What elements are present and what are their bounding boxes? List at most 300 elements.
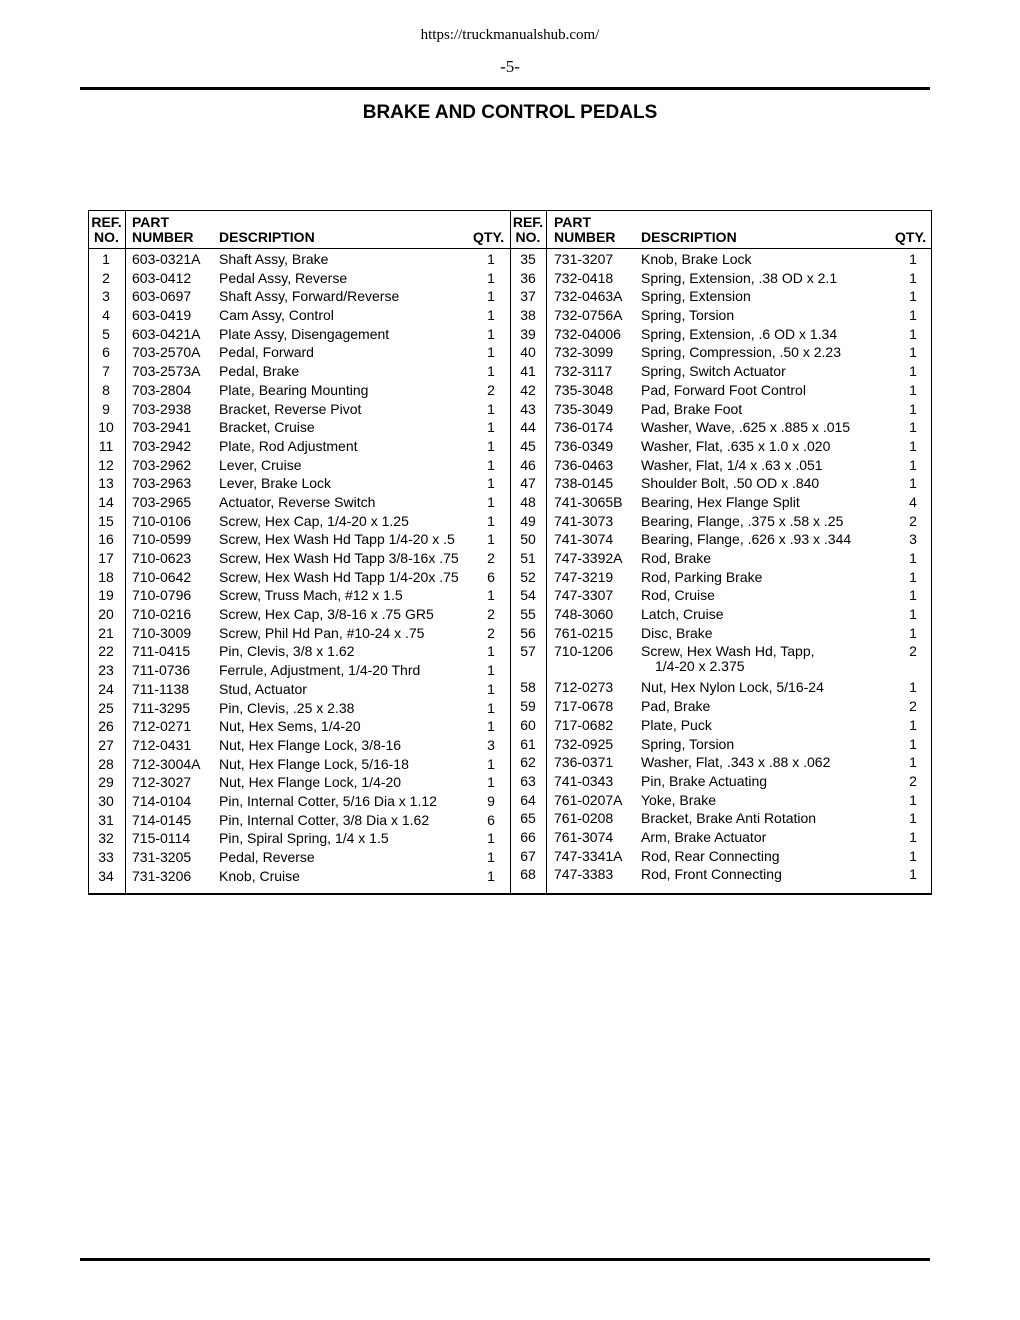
- part-description: Rod, Parking Brake: [641, 568, 763, 585]
- part-number: 714-0145: [132, 811, 192, 828]
- part-number: 712-0271: [132, 718, 192, 735]
- part-description: Rod, Front Connecting: [641, 866, 782, 883]
- part-number: 603-0412: [132, 269, 192, 286]
- ref-number: 56: [520, 624, 536, 641]
- quantity: 1: [909, 847, 917, 864]
- ref-number: 20: [98, 606, 114, 623]
- part-number: 731-3206: [132, 867, 192, 884]
- part-description: Plate, Puck: [641, 716, 712, 733]
- quantity: 1: [909, 325, 917, 342]
- part-description: Pin, Clevis, 3/8 x 1.62: [219, 643, 355, 660]
- table-row: [88, 792, 510, 811]
- ref-number: 33: [98, 849, 114, 865]
- part-description: Pedal, Reverse: [219, 849, 315, 865]
- part-description: Bracket, Reverse Pivot: [219, 400, 362, 417]
- quantity: 1: [487, 363, 495, 380]
- part-number: 711-0736: [132, 662, 191, 679]
- table-row: [510, 549, 932, 568]
- part-description: Pin, Internal Cotter, 3/8 Dia x 1.62: [219, 811, 430, 828]
- quantity: 1: [487, 456, 495, 473]
- quantity: 2: [487, 381, 495, 398]
- ref-number: 12: [98, 456, 114, 473]
- part-number: 732-0463A: [554, 288, 623, 305]
- part-number: 603-0419: [132, 307, 192, 324]
- ref-number: 39: [520, 325, 536, 342]
- part-number: 747-3341A: [554, 847, 623, 864]
- table-row: [88, 530, 510, 549]
- table-row: [88, 549, 510, 568]
- part-description: Bracket, Cruise: [219, 419, 315, 436]
- ref-number: 6: [102, 344, 110, 361]
- ref-number: 16: [98, 531, 114, 548]
- part-number: 711-3295: [132, 699, 191, 716]
- part-number: 703-2573A: [132, 363, 201, 380]
- ref-number: 11: [98, 437, 114, 454]
- quantity: 1: [909, 269, 917, 286]
- quantity: 1: [487, 344, 495, 361]
- table-row: [88, 736, 510, 755]
- ref-number: 61: [520, 735, 536, 752]
- header-part-number: PART NUMBER: [132, 214, 194, 245]
- part-number: 736-0371: [554, 754, 614, 771]
- quantity: 1: [909, 735, 917, 752]
- part-number: 736-0463: [554, 456, 614, 473]
- ref-number: 40: [520, 344, 536, 361]
- part-description: Lever, Brake Lock: [219, 475, 332, 492]
- table-row: [88, 456, 510, 475]
- ref-number: 28: [98, 755, 114, 772]
- part-number: 761-0207A: [554, 791, 623, 808]
- part-description: Screw, Hex Wash Hd Tapp 3/8-16x .75: [219, 550, 459, 566]
- part-number: 710-0216: [132, 606, 192, 623]
- part-number: 712-0431: [132, 736, 192, 753]
- part-number: 748-3060: [554, 606, 614, 623]
- ref-number: 55: [520, 606, 536, 623]
- ref-number: 9: [102, 400, 110, 417]
- part-description: Bearing, Flange, .626 x .93 x .344: [641, 531, 852, 548]
- table-row: [88, 362, 510, 381]
- quantity: 1: [909, 624, 917, 641]
- quantity: 1: [909, 791, 917, 808]
- table-row: [510, 586, 932, 605]
- part-description: Pin, Brake Actuating: [641, 772, 768, 789]
- quantity: 3: [487, 736, 495, 753]
- table-row: [88, 624, 510, 643]
- ref-number: 19: [98, 587, 114, 604]
- table-row: [88, 867, 510, 886]
- quantity: 2: [909, 643, 917, 660]
- quantity: 1: [487, 830, 495, 847]
- part-number: 736-0174: [554, 419, 614, 436]
- part-number: 703-2963: [132, 475, 192, 492]
- part-number: 711-1138: [132, 680, 190, 697]
- part-description: Pad, Brake Foot: [641, 400, 743, 417]
- quantity: 1: [487, 718, 495, 735]
- part-description: Spring, Extension: [641, 288, 751, 305]
- ref-number: 68: [520, 866, 536, 883]
- table-row: [88, 680, 510, 699]
- table-row: [510, 828, 932, 847]
- quantity: 1: [487, 587, 495, 604]
- quantity: 1: [909, 716, 917, 733]
- part-description: Screw, Hex Cap, 1/4-20 x 1.25: [219, 512, 409, 529]
- part-number: 738-0145: [554, 475, 614, 492]
- ref-number: 2: [102, 269, 110, 286]
- ref-number: 52: [520, 568, 536, 585]
- part-number: 603-0321A: [132, 251, 201, 267]
- part-description: Screw, Truss Mach, #12 x 1.5: [219, 587, 403, 604]
- part-number: 710-1206: [554, 643, 614, 660]
- part-description: Washer, Wave, .625 x .885 x .015: [641, 419, 851, 436]
- table-row: [88, 381, 510, 400]
- part-number: 735-3048: [554, 381, 614, 398]
- table-row: [510, 269, 932, 288]
- ref-number: 32: [98, 830, 114, 847]
- quantity: 1: [487, 251, 495, 267]
- part-description: Pin, Internal Cotter, 5/16 Dia x 1.12: [219, 792, 437, 809]
- table-row: [510, 809, 932, 828]
- quantity: 1: [909, 568, 917, 585]
- part-description: Nut, Hex Flange Lock, 3/8-16: [219, 736, 402, 753]
- table-row: [88, 717, 510, 736]
- quantity: 1: [909, 475, 917, 492]
- quantity: 1: [909, 866, 917, 883]
- table-row: [510, 306, 932, 325]
- quantity: 2: [487, 606, 495, 623]
- ref-number: 47: [520, 475, 536, 492]
- ref-number: 54: [520, 587, 536, 604]
- part-description: Plate, Rod Adjustment: [219, 437, 358, 454]
- ref-number: 60: [520, 716, 536, 733]
- ref-number: 42: [520, 381, 536, 398]
- ref-number: 18: [98, 568, 114, 585]
- table-row: [510, 287, 932, 306]
- bottom-rule: [80, 1258, 930, 1261]
- quantity: 1: [909, 251, 917, 267]
- part-description: Pin, Spiral Spring, 1/4 x 1.5: [219, 830, 389, 847]
- part-number: 732-0418: [554, 269, 614, 286]
- part-number: 710-0642: [132, 568, 192, 585]
- part-description: Knob, Cruise: [219, 867, 300, 884]
- ref-number: 29: [98, 774, 114, 791]
- part-number: 603-0697: [132, 288, 192, 305]
- quantity: 1: [909, 419, 917, 436]
- table-row: [88, 343, 510, 362]
- part-description: Pedal, Forward: [219, 344, 314, 361]
- page-title: BRAKE AND CONTROL PEDALS: [362, 102, 658, 123]
- ref-number: 51: [520, 550, 536, 566]
- part-description: Spring, Torsion: [641, 307, 735, 324]
- ref-number: 50: [520, 531, 536, 548]
- part-description: Arm, Brake Actuator: [641, 828, 767, 845]
- quantity: 4: [909, 493, 917, 510]
- ref-number: 10: [98, 419, 114, 436]
- part-number: 761-3074: [554, 828, 614, 845]
- ref-number: 64: [520, 791, 536, 808]
- part-number: 603-0421A: [132, 325, 201, 342]
- quantity: 2: [909, 698, 917, 715]
- quantity: 1: [487, 849, 495, 865]
- part-description: Screw, Hex Wash Hd Tapp 1/4-20x .75: [219, 568, 459, 585]
- ref-number: 58: [520, 679, 536, 696]
- quantity: 2: [909, 772, 917, 789]
- left-parts-list: [88, 250, 510, 885]
- table-row: [510, 791, 932, 810]
- table-row: [88, 605, 510, 624]
- quantity: 1: [487, 680, 495, 697]
- part-description: Yoke, Brake: [641, 791, 716, 808]
- quantity: 2: [487, 624, 495, 641]
- table-row: [88, 642, 510, 661]
- table-row: [510, 325, 932, 344]
- ref-number: 13: [98, 475, 114, 492]
- quantity: 1: [487, 288, 495, 305]
- ref-number: 66: [520, 828, 536, 845]
- quantity: 1: [487, 307, 495, 324]
- table-row: [510, 343, 932, 362]
- ref-number: 67: [520, 847, 536, 864]
- ref-number: 43: [520, 400, 536, 417]
- part-description: Spring, Extension, .38 OD x 2.1: [641, 269, 838, 286]
- part-description: Spring, Torsion: [641, 735, 735, 752]
- part-description: Plate Assy, Disengagement: [219, 325, 390, 342]
- part-number: 703-2570A: [132, 344, 201, 361]
- ref-number: 3: [102, 288, 110, 305]
- table-row: [88, 287, 510, 306]
- table-row: [510, 753, 932, 772]
- part-description: Knob, Brake Lock: [641, 251, 752, 267]
- ref-number: 22: [98, 643, 114, 660]
- table-row: [88, 586, 510, 605]
- part-number: 712-3004A: [132, 755, 201, 772]
- part-description: Pedal Assy, Reverse: [219, 269, 348, 286]
- ref-number: 1: [102, 251, 110, 267]
- part-number: 703-2962: [132, 456, 192, 473]
- ref-number: 27: [98, 736, 114, 753]
- quantity: 1: [487, 475, 495, 492]
- header-qty: QTY.: [895, 229, 927, 245]
- part-number: 732-04006: [554, 325, 621, 342]
- ref-number: 17: [98, 550, 114, 566]
- part-description: Washer, Flat, .343 x .88 x .062: [641, 754, 831, 771]
- part-number: 747-3307: [554, 587, 614, 604]
- table-row: [88, 811, 510, 830]
- quantity: 1: [909, 288, 917, 305]
- part-description: Spring, Switch Actuator: [641, 363, 786, 380]
- part-description: Screw, Hex Wash Hd, Tapp,: [641, 643, 815, 660]
- part-description-continued: 1/4-20 x 2.375: [655, 658, 745, 675]
- part-description: Ferrule, Adjustment, 1/4-20 Thrd: [219, 662, 421, 679]
- part-number: 703-2804: [132, 381, 192, 398]
- part-number: 714-0104: [132, 792, 192, 809]
- quantity: 1: [909, 456, 917, 473]
- quantity: 2: [909, 512, 917, 529]
- table-row: [88, 493, 510, 512]
- quantity: 1: [909, 606, 917, 623]
- ref-number: 26: [98, 718, 114, 735]
- part-number: 711-0415: [132, 643, 191, 660]
- part-number: 741-3065B: [554, 493, 623, 510]
- ref-number: 8: [102, 381, 110, 398]
- source-url[interactable]: https://truckmanualshub.com/: [420, 27, 600, 43]
- quantity: 1: [909, 754, 917, 771]
- table-row: [510, 418, 932, 437]
- table-row: [510, 624, 932, 643]
- quantity: 1: [909, 679, 917, 696]
- part-description: Pedal, Brake: [219, 363, 300, 380]
- part-description: Screw, Hex Wash Hd Tapp 1/4-20 x .5: [219, 531, 455, 548]
- part-description: Screw, Phil Hd Pan, #10-24 x .75: [219, 624, 425, 641]
- ref-number: 48: [520, 493, 536, 510]
- part-description: Pad, Forward Foot Control: [641, 381, 806, 398]
- table-row: [88, 400, 510, 419]
- part-number: 735-3049: [554, 400, 614, 417]
- ref-number: 37: [520, 288, 536, 305]
- quantity: 1: [487, 699, 495, 716]
- quantity: 1: [909, 810, 917, 827]
- ref-number: 36: [520, 269, 536, 286]
- quantity: 1: [487, 867, 495, 884]
- quantity: 1: [487, 755, 495, 772]
- header-description: DESCRIPTION: [219, 229, 315, 245]
- part-number: 741-3074: [554, 531, 614, 548]
- part-number: 731-3205: [132, 849, 192, 865]
- table-row: [88, 568, 510, 587]
- table-row: [510, 772, 932, 791]
- header-qty: QTY.: [473, 229, 505, 245]
- quantity: 1: [487, 643, 495, 660]
- ref-number: 35: [520, 251, 536, 267]
- table-row: [510, 362, 932, 381]
- part-description: Lever, Cruise: [219, 456, 302, 473]
- quantity: 1: [909, 437, 917, 454]
- part-description: Washer, Flat, .635 x 1.0 x .020: [641, 437, 831, 454]
- part-description: Actuator, Reverse Switch: [219, 493, 376, 510]
- quantity: 1: [487, 269, 495, 286]
- part-number: 747-3392A: [554, 550, 623, 566]
- table-row: [88, 773, 510, 792]
- table-row: [510, 697, 932, 716]
- part-description: Bearing, Flange, .375 x .58 x .25: [641, 512, 844, 529]
- ref-number: 65: [520, 810, 536, 827]
- right-parts-list: [510, 250, 932, 884]
- table-row: [510, 605, 932, 624]
- quantity: 9: [487, 792, 495, 809]
- header-ref-no: REF. NO.: [512, 214, 544, 245]
- part-description: Nut, Hex Flange Lock, 1/4-20: [219, 774, 402, 791]
- ref-number: 59: [520, 698, 536, 715]
- table-row: [510, 250, 932, 269]
- quantity: 1: [909, 307, 917, 324]
- ref-number: 5: [102, 325, 110, 342]
- quantity: 1: [909, 828, 917, 845]
- table-row: [510, 456, 932, 475]
- quantity: 1: [909, 344, 917, 361]
- header-ref-no: REF. NO.: [91, 214, 122, 245]
- quantity: 1: [909, 400, 917, 417]
- part-description: Nut, Hex Sems, 1/4-20: [219, 718, 361, 735]
- quantity: 1: [487, 512, 495, 529]
- table-row: [510, 847, 932, 866]
- quantity: 1: [909, 550, 917, 566]
- table-row: [88, 699, 510, 718]
- table-row: [88, 661, 510, 680]
- table-row: [510, 865, 932, 884]
- quantity: 6: [487, 811, 495, 828]
- part-number: 717-0678: [554, 698, 614, 715]
- header-underline: [510, 248, 932, 249]
- quantity: 1: [487, 419, 495, 436]
- ref-number: 14: [98, 493, 114, 510]
- part-number: 732-0756A: [554, 307, 623, 324]
- part-number: 731-3207: [554, 251, 614, 267]
- table-row: [510, 400, 932, 419]
- table-row: [88, 306, 510, 325]
- part-number: 736-0349: [554, 437, 614, 454]
- ref-number: 63: [520, 772, 536, 789]
- quantity: 6: [487, 568, 495, 585]
- part-description: Shaft Assy, Brake: [219, 251, 329, 267]
- quantity: 1: [487, 531, 495, 548]
- table-row: [510, 530, 932, 549]
- quantity: 1: [487, 662, 495, 679]
- header-description: DESCRIPTION: [641, 229, 737, 245]
- ref-number: 4: [102, 307, 110, 324]
- part-number: 761-0208: [554, 810, 614, 827]
- header-part-number: PART NUMBER: [554, 214, 616, 245]
- table-row: [88, 829, 510, 848]
- quantity: 1: [909, 381, 917, 398]
- part-description: Bracket, Brake Anti Rotation: [641, 810, 817, 827]
- table-row: [88, 269, 510, 288]
- part-number: 703-2941: [132, 419, 192, 436]
- table-row: [88, 325, 510, 344]
- part-number: 712-0273: [554, 679, 614, 696]
- part-description: Cam Assy, Control: [219, 307, 334, 324]
- page-number: -5-: [500, 57, 520, 76]
- part-number: 732-3099: [554, 344, 614, 361]
- part-description: Washer, Flat, 1/4 x .63 x .051: [641, 456, 823, 473]
- table-row: [510, 568, 932, 587]
- header-underline: [88, 248, 510, 249]
- ref-number: 45: [520, 437, 536, 454]
- quantity: 1: [909, 363, 917, 380]
- ref-number: 15: [98, 512, 114, 529]
- table-row: [510, 735, 932, 754]
- quantity: 1: [909, 587, 917, 604]
- table-row: [88, 848, 510, 867]
- part-description: Pad, Brake: [641, 698, 711, 715]
- part-description: Screw, Hex Cap, 3/8-16 x .75 GR5: [219, 606, 434, 623]
- ref-number: 44: [520, 419, 536, 436]
- part-number: 710-0796: [132, 587, 192, 604]
- part-number: 741-0343: [554, 772, 614, 789]
- part-number: 715-0114: [132, 830, 191, 847]
- table-row: [510, 716, 932, 735]
- part-number: 747-3383: [554, 866, 614, 883]
- quantity: 1: [487, 325, 495, 342]
- part-number: 741-3073: [554, 512, 614, 529]
- quantity: 1: [487, 437, 495, 454]
- part-description: Shaft Assy, Forward/Reverse: [219, 288, 400, 305]
- table-row: [510, 678, 932, 697]
- part-number: 710-0599: [132, 531, 192, 548]
- quantity: 3: [909, 531, 917, 548]
- table-row: [88, 474, 510, 493]
- part-description: Latch, Cruise: [641, 606, 724, 623]
- table-row: [510, 381, 932, 400]
- ref-number: 38: [520, 307, 536, 324]
